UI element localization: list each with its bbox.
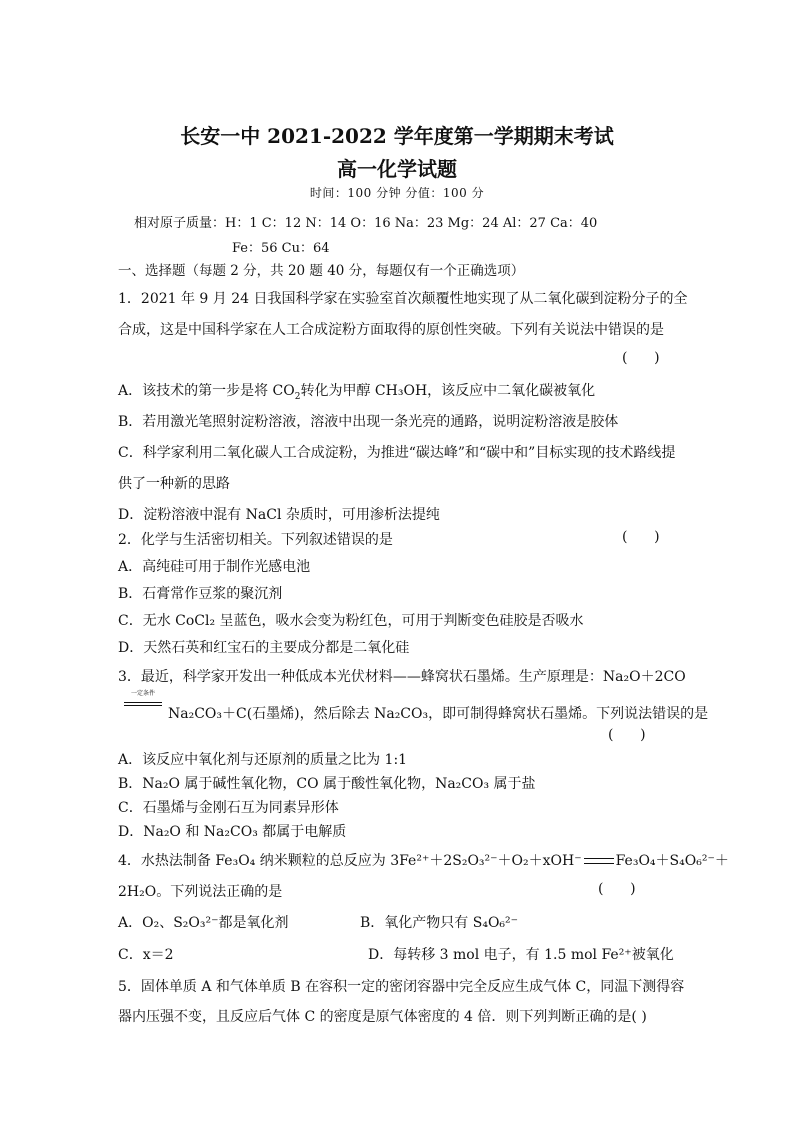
q3-answer-paren: ( ) — [608, 727, 646, 743]
q5-stem-line-1: 5．固体单质 A 和气体单质 B 在容积一定的密闭容器中完全反应生成气体 C，同温下测得容 — [118, 979, 685, 995]
atomic-mass-line-1: 相对原子质量：H：1 C：12 N：14 O：16 Na：23 Mg：24 Al：27 Ca：40 — [134, 216, 598, 231]
exam-meta: 时间：100 分钟 分值：100 分 — [309, 186, 485, 200]
q1-answer-paren: ( ) — [622, 350, 660, 366]
q1-option-c-line-2: 供了一种新的思路 — [118, 476, 230, 492]
q2-option-d: D．天然石英和红宝石的主要成分都是二氧化硅 — [118, 640, 410, 656]
q4-option-d: D．每转移 3 mol 电子，有 1.5 mol Fe²⁺被氧化 — [368, 947, 674, 963]
q1-option-b: B．若用激光笔照射淀粉溶液，溶液中出现一条光亮的通路，说明淀粉溶液是胶体 — [118, 414, 619, 430]
exam-subtitle: 高一化学试题 — [337, 157, 457, 181]
q2-stem: 2．化学与生活密切相关。下列叙述错误的是 — [118, 532, 393, 548]
q2-answer-paren: ( ) — [622, 529, 660, 545]
q4-answer-paren: ( ) — [598, 881, 636, 897]
q2-option-b: B．石膏常作豆浆的聚沉剂 — [118, 586, 283, 602]
q4-option-c: C．x＝2 — [118, 947, 174, 963]
section-heading: 一、选择题（每题 2 分，共 20 题 40 分，每题仅有一个正确选项） — [118, 263, 525, 279]
q3-stem-line-2: Na₂CO₃＋C(石墨烯)，然后除去 Na₂CO₃，即可制得蜂窝状石墨烯。下列说法错误的是 — [168, 706, 709, 722]
equals-arrow-icon — [584, 858, 614, 864]
q3-option-a: A．该反应中氧化剂与还原剂的质量之比为 1:1 — [118, 752, 408, 768]
q1-option-d: D．淀粉溶液中混有 NaCl 杂质时，可用渗析法提纯 — [118, 507, 440, 523]
q3-option-b: B．Na₂O 属于碱性氧化物，CO 属于酸性氧化物，Na₂CO₃ 属于盐 — [118, 776, 536, 792]
q3-option-d: D．Na₂O 和 Na₂CO₃ 都属于电解质 — [118, 824, 347, 840]
q5-stem-line-2: 器内压强不变，且反应后气体 C 的密度是原气体密度的 4 倍．则下列判断正确的是( ) — [118, 1009, 647, 1025]
q4-option-a: A．O₂、S₂O₃²⁻都是氧化剂 — [118, 915, 289, 931]
q4-option-b: B．氧化产物只有 S₄O₆²⁻ — [360, 915, 519, 931]
exam-title: 长安一中 2021-2022 学年度第一学期期末考试 — [180, 124, 614, 148]
q4-stem-line-1: 4．水热法制备 Fe₃O₄ 纳米颗粒的总反应为 3Fe²⁺＋2S₂O₃²⁻＋O₂＋xOH⁻ Fe₃O₄＋S₄O₆²⁻＋ — [118, 853, 729, 869]
q1-option-a: A．该技术的第一步是将 $CO_2$转化为甲醇 CH₃OH，该反应中二氧化碳被氧化 — [118, 383, 596, 402]
atomic-mass-line-2: Fe：56 Cu：64 — [232, 241, 330, 256]
q3-option-c: C．石墨烯与金刚石互为同素异形体 — [118, 800, 339, 816]
reaction-condition-arrow — [124, 690, 162, 706]
reaction-condition-label: 一定条件 — [130, 690, 155, 697]
q3-stem-line-1: 3．最近，科学家开发出一种低成本光伏材料——蜂窝状石墨烯。生产原理是：Na₂O＋2CO — [118, 669, 686, 685]
q1-stem-line-1: 1．2021 年 9 月 24 日我国科学家在实验室首次颠覆性地实现了从二氧化碳到淀粉分子的全 — [118, 291, 688, 307]
q1-stem-line-2: 合成，这是中国科学家在人工合成淀粉方面取得的原创性突破。下列有关说法中错误的是 — [118, 322, 664, 338]
q1-option-c-line-1: C．科学家利用二氧化碳人工合成淀粉，为推进“碳达峰”和“碳中和”目标实现的技术路线提 — [118, 445, 676, 461]
q2-option-a: A．高纯硅可用于制作光感电池 — [118, 559, 311, 575]
q4-stem-line-2: 2H₂O。下列说法正确的是 — [118, 884, 283, 900]
q2-option-c: C．无水 CoCl₂ 呈蓝色，吸水会变为粉红色，可用于判断变色硅胶是否吸水 — [118, 613, 584, 629]
